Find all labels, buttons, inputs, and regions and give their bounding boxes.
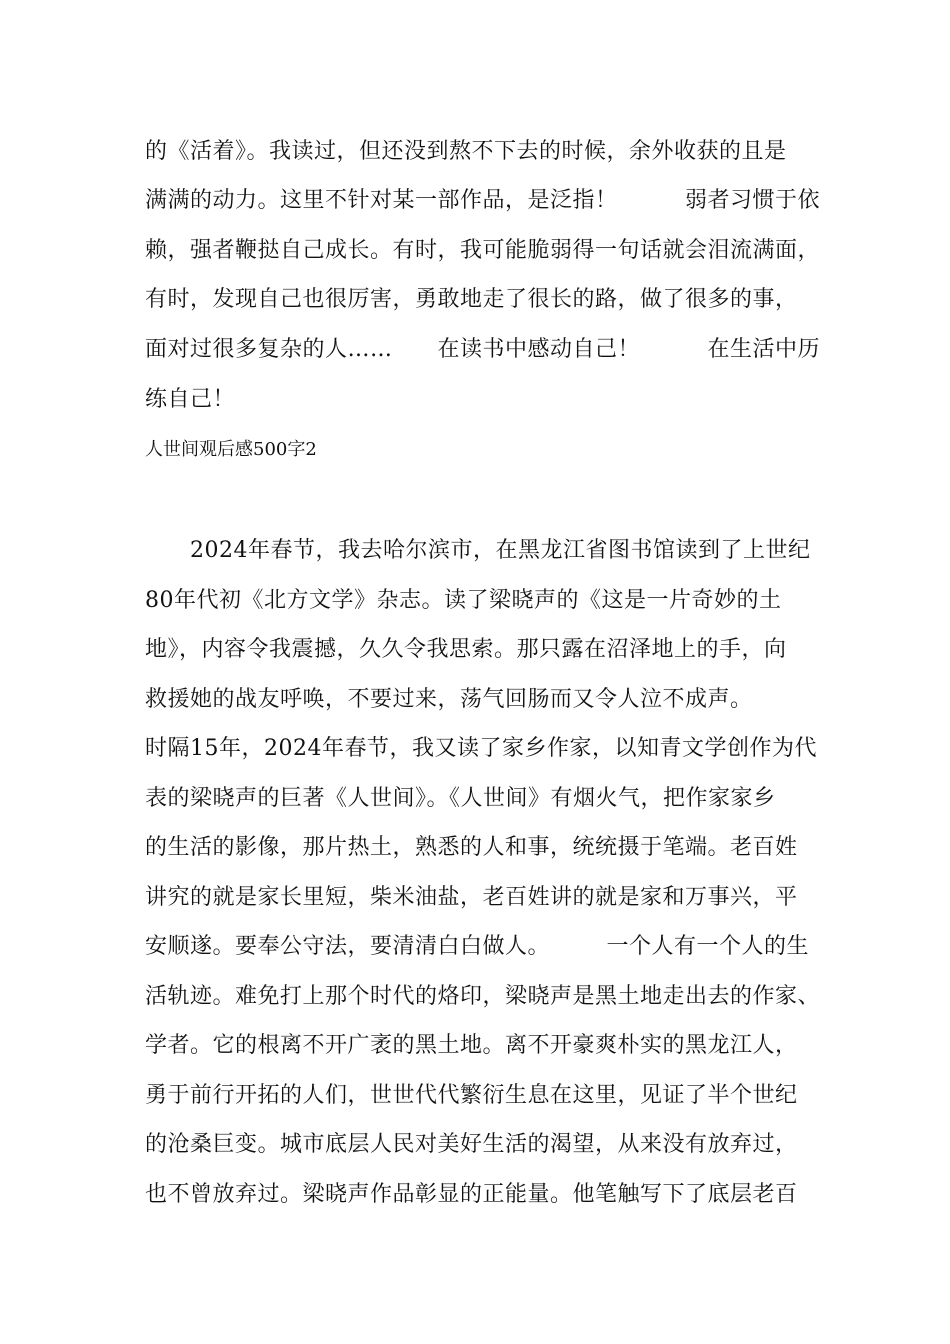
text-line: 的沧桑巨变。城市底层人民对美好生活的渴望，从来没有放弃过， [145, 1132, 798, 1157]
text-line: 练自己！ [145, 387, 236, 412]
text-line: 表的梁晓声的巨著《人世间》。《人世间》有烟火气，把作家家乡 [145, 786, 776, 811]
text-line: 救援她的战友呼唤，不要过来，荡气回肠而又令人泣不成声。 [145, 687, 753, 712]
text-line: 勇于前行开拓的人们，世世代代繁衍生息在这里，见证了半个世纪 [145, 1083, 798, 1108]
text-line: 的生活的影像，那片热土，熟悉的人和事，统统摄于笔端。老百姓 [145, 835, 798, 860]
text-line: 地》，内容令我震撼，久久令我思索。那只露在沼泽地上的手，向 [145, 637, 787, 662]
section-heading: 人世间观后感500字2 [145, 439, 317, 460]
text-line: 时隔15年，2024年春节，我又读了家乡作家，以知青文学创作为代 [145, 736, 817, 761]
text-line: 学者。它的根离不开广袤的黑土地。离不开豪爽朴实的黑龙江人， [145, 1033, 798, 1058]
text-line: 80年代初《北方文学》杂志。读了梁晓声的《这是一片奇妙的土 [145, 588, 782, 613]
text-line: 赖，强者鞭挞自己成长。有时，我可能脆弱得一句话就会泪流满面， [145, 238, 821, 263]
text-line: 也不曾放弃过。梁晓声作品彰显的正能量。他笔触写下了底层老百 [145, 1182, 798, 1207]
text-line: 面对过很多复杂的人…… 在读书中感动自己！ 在生活中历 [145, 337, 821, 362]
text-line: 满满的动力。这里不针对某一部作品，是泛指！ 弱者习惯于依 [145, 188, 821, 213]
text-line: 有时，发现自己也很厉害，勇敢地走了很长的路，做了很多的事， [145, 287, 798, 312]
text-line: 安顺遂。要奉公守法，要清清白白做人。 一个人有一个人的生 [145, 934, 810, 959]
text-line: 的《活着》。我读过，但还没到熬不下去的时候，余外收获的且是 [145, 139, 787, 164]
text-line: 2024年春节，我去哈尔滨市，在黑龙江省图书馆读到了上世纪 [145, 538, 811, 563]
text-line: 活轨迹。难免打上那个时代的烙印，梁晓声是黑土地走出去的作家、 [145, 984, 821, 1009]
text-line: 讲究的就是家长里短，柴米油盐，老百姓讲的就是家和万事兴，平 [145, 885, 798, 910]
